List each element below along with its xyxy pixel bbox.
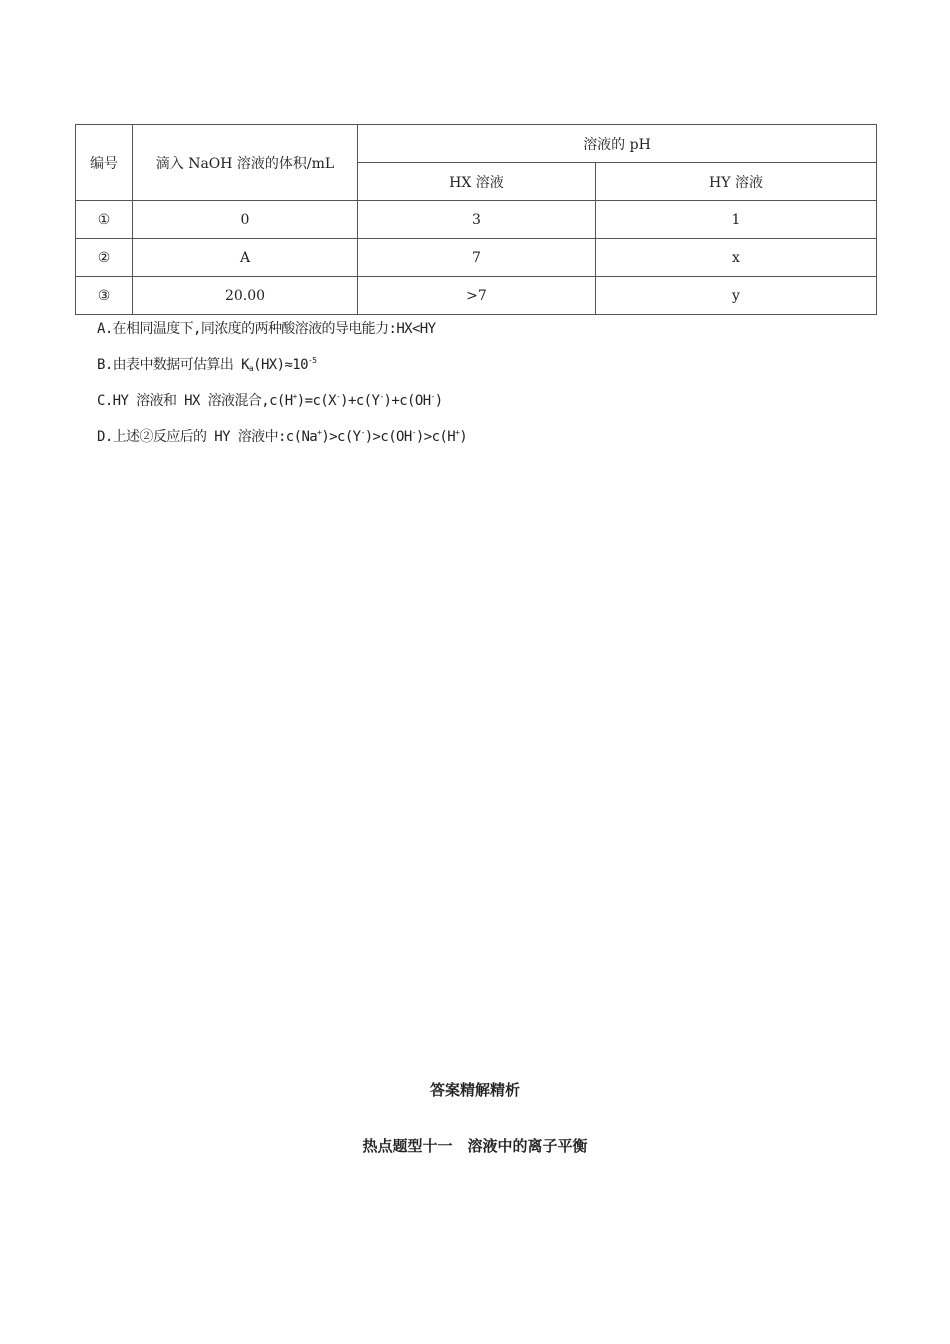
cell-hy: y xyxy=(596,277,877,315)
cell-hy: 1 xyxy=(596,201,877,239)
option-c xyxy=(97,390,443,410)
option-c-part: ) xyxy=(434,393,443,409)
charge-superscript: - xyxy=(379,392,384,401)
header-volume: 滴入 NaOH 溶液的体积/mL xyxy=(133,125,358,201)
charge-superscript: + xyxy=(455,428,460,437)
cell-volume: 0 xyxy=(133,201,358,239)
charge-superscript: + xyxy=(317,428,322,437)
option-b xyxy=(97,354,316,374)
cell-hy: x xyxy=(596,239,877,277)
option-b-text-mid: (HX)≈10 xyxy=(253,357,308,373)
option-c-part: )=c(X xyxy=(296,393,336,409)
option-d-part: D.上述②反应后的 HY 溶液中:c(Na xyxy=(97,429,318,445)
section-title: 热点题型十一 溶液中的离子平衡 xyxy=(362,1137,588,1155)
table-row xyxy=(76,239,877,277)
header-id: 编号 xyxy=(76,125,133,201)
charge-superscript: + xyxy=(292,392,297,401)
option-d-part: )>c(H xyxy=(415,429,456,445)
cell-id: ① xyxy=(76,201,133,239)
option-d xyxy=(97,426,467,446)
option-d-part: )>c(OH xyxy=(364,429,412,445)
cell-volume: 20.00 xyxy=(133,277,358,315)
header-hy: HY 溶液 xyxy=(596,163,877,201)
cell-hx: 7 xyxy=(358,239,596,277)
charge-superscript: - xyxy=(430,392,435,401)
option-a: A.在相同温度下,同浓度的两种酸溶液的导电能力:HX<HY xyxy=(97,321,436,337)
option-b-subscript: a xyxy=(248,364,254,373)
charge-superscript: - xyxy=(360,428,365,437)
cell-hx: 3 xyxy=(358,201,596,239)
option-d-part: )>c(Y xyxy=(321,429,361,445)
option-c-part: )+c(Y xyxy=(340,393,380,409)
header-hx: HX 溶液 xyxy=(358,163,596,201)
cell-hx: >7 xyxy=(358,277,596,315)
option-c-part: )+c(OH xyxy=(383,393,431,409)
charge-superscript: - xyxy=(335,392,341,401)
header-ph: 溶液的 pH xyxy=(358,125,877,163)
cell-volume: A xyxy=(133,239,358,277)
table-row xyxy=(76,201,877,239)
ph-data-table xyxy=(75,124,877,315)
charge-superscript: - xyxy=(411,428,416,437)
option-c-part: C.HY 溶液和 HX 溶液混合,c(H xyxy=(97,393,293,409)
option-b-superscript: -5 xyxy=(307,356,317,365)
table-header-row xyxy=(76,125,877,163)
option-b-text: B.由表中数据可估算出 K xyxy=(97,357,249,373)
option-d-part: ) xyxy=(459,429,468,445)
answer-title: 答案精解精析 xyxy=(429,1081,520,1099)
table-row xyxy=(76,277,877,315)
cell-id: ③ xyxy=(76,277,133,315)
cell-id: ② xyxy=(76,239,133,277)
